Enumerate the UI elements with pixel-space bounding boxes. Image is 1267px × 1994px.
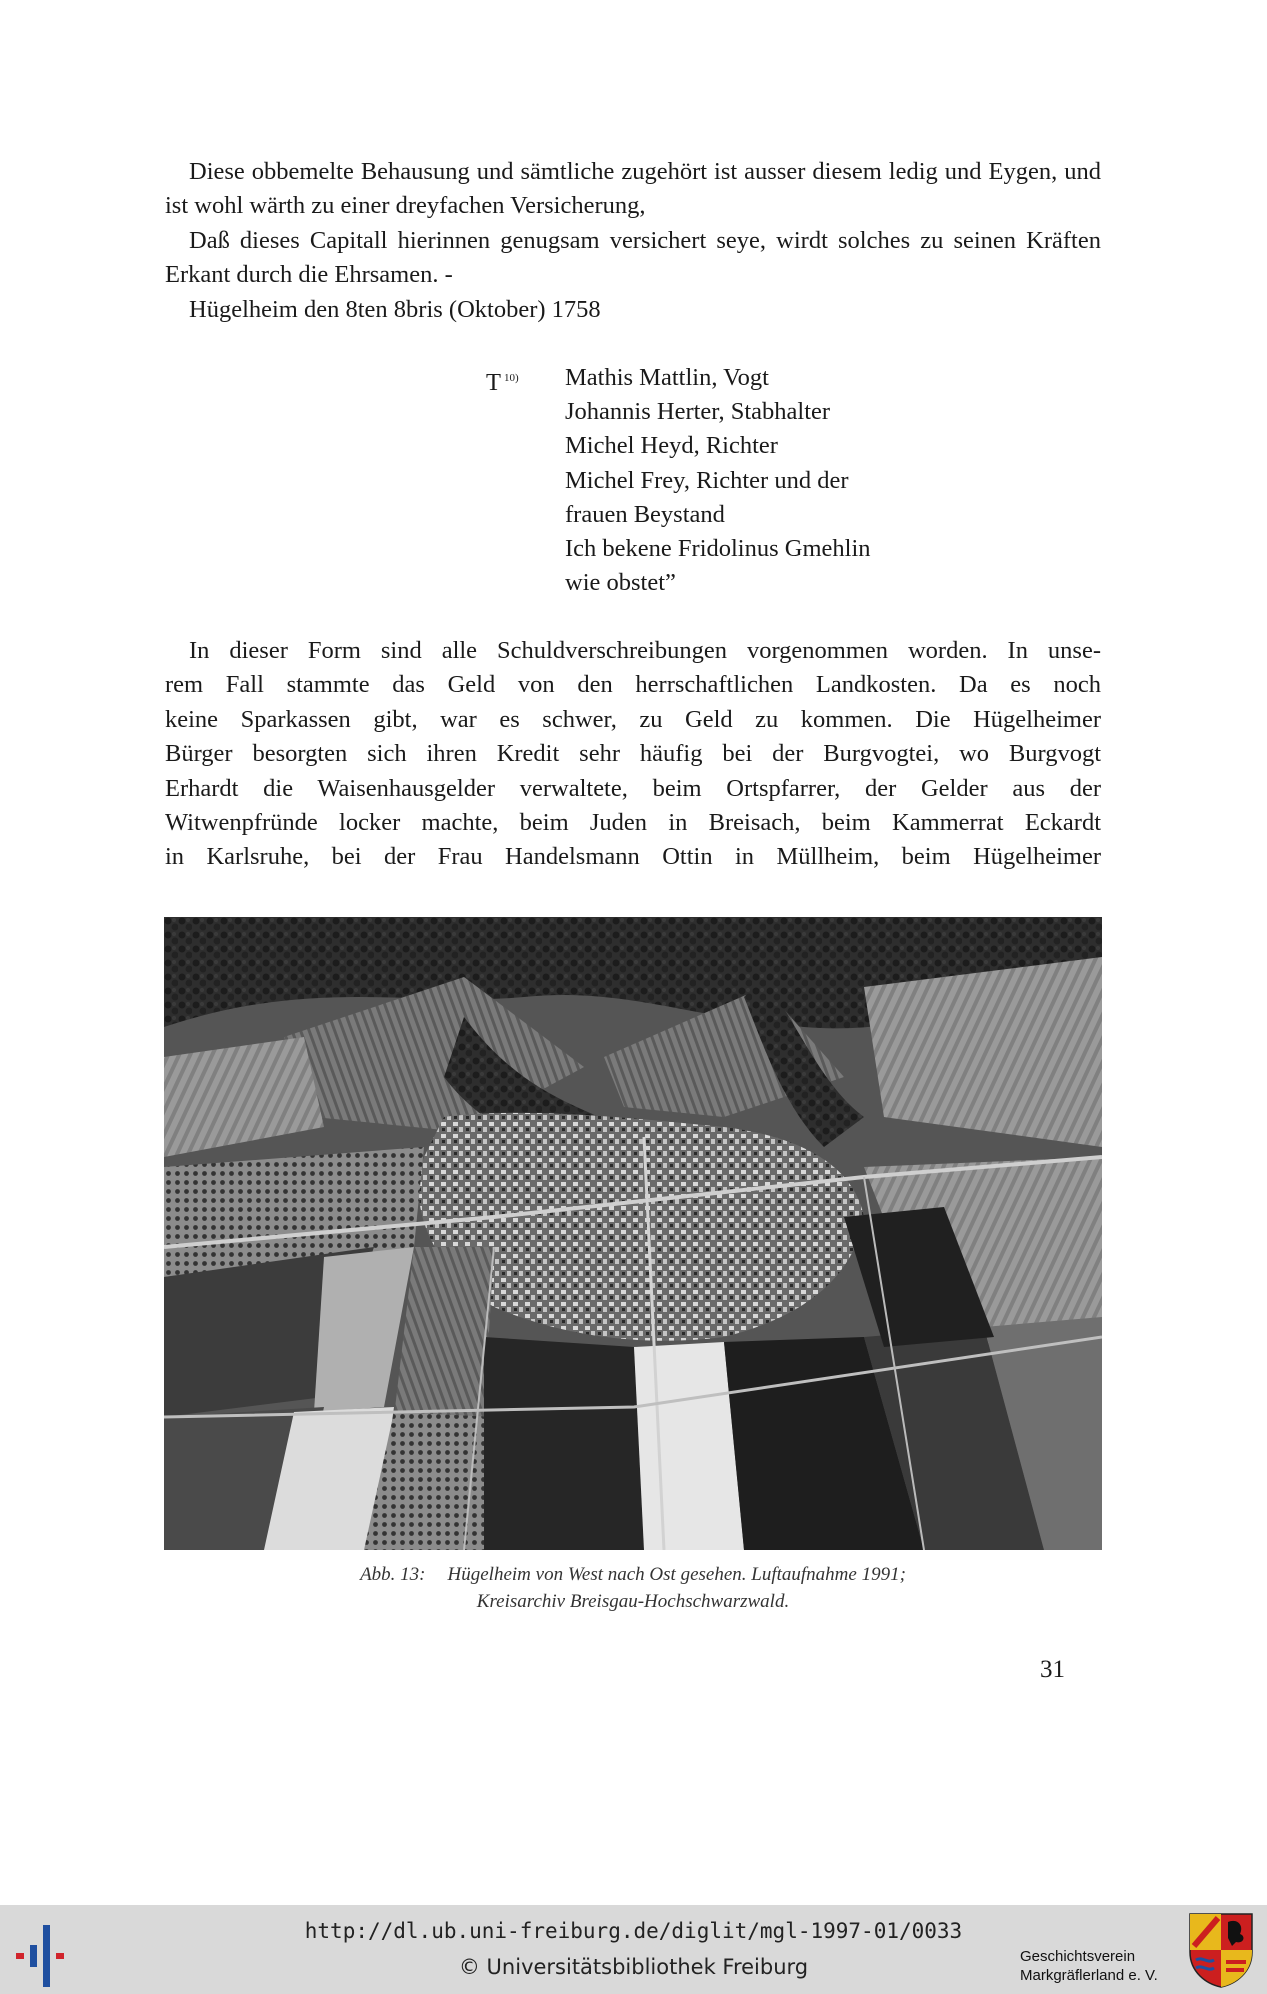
signature-line: Michel Heyd, Richter <box>565 432 778 460</box>
text-line: in Karlsruhe, bei der Frau Handelsmann Ottin in Müllheim, beim Hügelheimer <box>165 843 1101 871</box>
footer-bar <box>0 1905 1267 1994</box>
copyright-text: © Universitätsbibliothek Freiburg <box>458 1955 809 1979</box>
signature-list <box>565 361 871 600</box>
text-line: keine Sparkassen gibt, war es schwer, zu Geld zu kommen. Die Hügelheimer <box>165 705 1101 733</box>
signature-line: Johannis Herter, Stabhalter <box>565 398 831 426</box>
text-line: Diese obbemelte Behausung und sämtliche zugehört ist ausser diesem ledig und Eygen, und ist wohl wärth zu einer dreyfachen Versicherung, <box>165 158 1101 220</box>
signature-marker: T $^{10)}$ <box>486 369 519 396</box>
signature-line: Ich bekene Fridolinus Gmehlin <box>565 535 871 563</box>
text-line: Bürger besorgten sich ihren Kredit sehr häufig bei der Burgvogtei, wo Burgvogt <box>165 740 1101 768</box>
signature-line: wie obstet” <box>565 569 676 597</box>
paragraph-credit <box>165 634 1101 875</box>
signature-line: frauen Beystand <box>565 500 725 528</box>
text-line: Hügelheim den 8ten 8bris (Oktober) 1758 <box>189 295 601 323</box>
caption-line: Kreisarchiv Breisgau-Hochschwarzwald. <box>476 1591 790 1612</box>
caption-line: Hügelheim von West nach Ost gesehen. Luftaufnahme 1991; <box>447 1564 906 1585</box>
aerial-photo <box>164 917 1102 1550</box>
footnote-ref: 10) <box>503 372 519 384</box>
page-number: 31 <box>1040 1656 1065 1683</box>
paragraph-intro <box>165 155 1101 327</box>
document-url-link[interactable]: http://dl.ub.uni-freiburg.de/diglit/mgl-1997-01/0033 <box>304 1919 963 1943</box>
text-line: rem Fall stammte das Geld von den herrschaftlichen Landkosten. Da es noch <box>165 671 1101 699</box>
signature-line: Mathis Mattlin, Vogt <box>565 364 769 391</box>
text-line: Daß dieses Capitall hierinnen genugsam versichert seye, wirdt solches zu seinen Kräften Erkant durch die Ehrsamen. - <box>165 226 1101 289</box>
figure-caption <box>164 1561 1102 1615</box>
text-line: In dieser Form sind alle Schuldverschreibungen vorgenommen worden. In unse- <box>189 637 1101 664</box>
text-line: Erhardt die Waisenhausgelder verwaltete, beim Ortspfarrer, der Gelder aus der <box>165 774 1101 802</box>
society-name: Geschichtsverein Markgräflerland e. V. <box>1020 1948 1158 1984</box>
figure-label: Abb. 13: <box>360 1564 426 1585</box>
coat-of-arms-icon <box>1188 1912 1254 1988</box>
text-line: Witwenpfründe locker machte, beim Juden in Breisach, beim Kammerrat Eckardt <box>165 809 1101 837</box>
signature-line: Michel Frey, Richter und der <box>565 466 849 494</box>
